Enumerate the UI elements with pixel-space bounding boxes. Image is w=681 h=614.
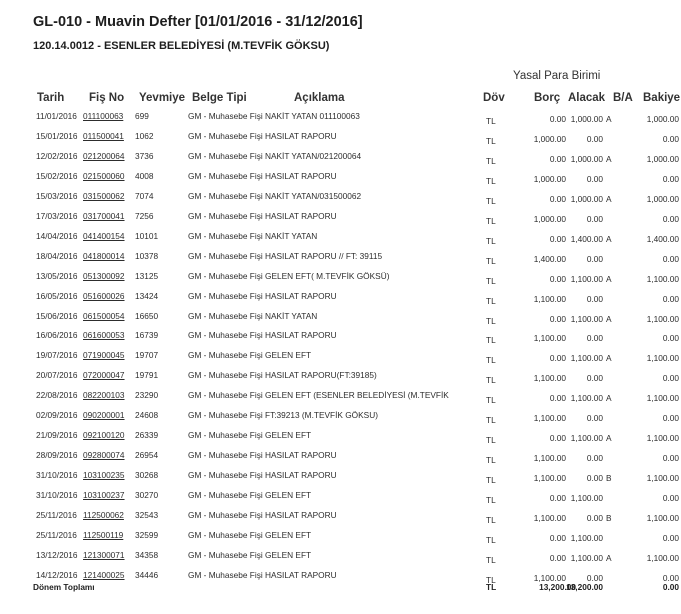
cell-fis-no: 051600026 — [83, 290, 125, 301]
cell-borc: 1,400.00 — [533, 253, 566, 264]
cell-yevmiye: 1062 — [135, 130, 154, 141]
cell-ba: A — [606, 273, 612, 284]
cell-borc: 0.00 — [549, 273, 566, 284]
table-row — [0, 231, 681, 251]
cell-aciklama: GM - Muhasebe Fişi HASILAT RAPORU // FT: 39115 — [188, 250, 383, 261]
cell-aciklama: GM - Muhasebe Fişi GELEN EFT — [188, 430, 312, 441]
cell-aciklama: GM - Muhasebe Fişi HASILAT RAPORU — [188, 450, 337, 461]
header-ba: B/A — [613, 92, 633, 104]
cell-alacak: 0.00 — [586, 513, 603, 523]
cell-alacak: 0.00 — [586, 173, 603, 184]
cell-aciklama: GM - Muhasebe Fişi HASILAT RAPORU — [188, 210, 337, 221]
cell-borc: 1,100.00 — [533, 413, 566, 424]
table-row — [0, 490, 681, 510]
cell-dov: TL — [486, 295, 496, 306]
cell-dov: TL — [486, 534, 496, 545]
header-dov: Döv — [483, 92, 505, 104]
cell-dov: TL — [486, 135, 496, 146]
cell-bakiye: 0.00 — [662, 213, 679, 224]
cell-fis-no: 011500041 — [83, 130, 124, 141]
cell-tarih: 19/07/2016 — [36, 350, 78, 361]
cell-borc: 1,100.00 — [533, 513, 566, 523]
cell-alacak: 1,100.00 — [570, 532, 603, 543]
cell-tarih: 21/09/2016 — [36, 430, 78, 441]
table-row — [0, 530, 681, 550]
cell-yevmiye: 30268 — [135, 470, 159, 481]
cell-aciklama: GM - Muhasebe Fişi HASILAT RAPORU — [188, 170, 337, 181]
cell-aciklama: GM - Muhasebe Fişi HASILAT RAPORU — [188, 290, 337, 301]
cell-bakiye: 1,100.00 — [646, 513, 679, 523]
cell-dov: TL — [486, 255, 496, 266]
cell-aciklama: GM - Muhasebe Fişi NAKİT YATAN/031500062 — [188, 190, 362, 201]
cell-yevmiye: 4008 — [135, 170, 154, 181]
report-title: GL-010 - Muavin Defter [01/01/2016 - 31/12/2016] — [33, 14, 363, 30]
cell-yevmiye: 10101 — [135, 230, 159, 241]
cell-aciklama: GM - Muhasebe Fişi GELEN EFT — [188, 490, 312, 501]
cell-dov: TL — [486, 315, 496, 326]
cell-aciklama: GM - Muhasebe Fişi HASILAT RAPORU — [188, 330, 337, 341]
cell-bakiye: 0.00 — [662, 413, 679, 424]
cell-alacak: 1,100.00 — [570, 273, 603, 284]
table-row — [0, 111, 681, 131]
cell-tarih: 25/11/2016 — [36, 529, 77, 540]
cell-aciklama: GM - Muhasebe Fişi GELEN EFT — [188, 549, 312, 560]
header-bakiye: Bakiye — [643, 92, 681, 104]
cell-yevmiye: 3736 — [135, 150, 154, 161]
cell-alacak: 0.00 — [586, 373, 603, 384]
total-dov: TL — [486, 582, 497, 592]
cell-tarih: 16/06/2016 — [36, 330, 78, 341]
cell-aciklama: GM - Muhasebe Fişi GELEN EFT (ESENLER BELEDİYESİ (M.TEVFİK — [188, 390, 449, 401]
cell-tarih: 15/06/2016 — [36, 310, 78, 321]
cell-yevmiye: 30270 — [135, 490, 159, 501]
cell-aciklama: GM - Muhasebe Fişi GELEN EFT — [188, 529, 312, 540]
cell-bakiye: 1,100.00 — [646, 433, 679, 444]
header-aciklama: Açıklama — [294, 92, 345, 104]
cell-yevmiye: 26339 — [135, 430, 159, 441]
cell-fis-no: 112500119 — [83, 529, 124, 540]
cell-borc: 1,100.00 — [533, 373, 566, 384]
cell-fis-no: 090200001 — [83, 410, 125, 421]
cell-yevmiye: 16650 — [135, 310, 159, 321]
table-row — [0, 191, 681, 211]
cell-bakiye: 1,100.00 — [646, 273, 679, 284]
cell-yevmiye: 13424 — [135, 290, 159, 301]
account-title: 120.14.0012 - ESENLER BELEDİYESİ (M.TEVFİK GÖKSU) — [33, 40, 330, 52]
cell-bakiye: 0.00 — [662, 333, 679, 344]
cell-alacak: 1,000.00 — [570, 193, 603, 204]
cell-tarih: 13/05/2016 — [36, 270, 78, 281]
cell-yevmiye: 32599 — [135, 529, 159, 540]
period-total-row — [0, 582, 681, 602]
cell-borc: 1,100.00 — [533, 473, 566, 484]
cell-bakiye: 0.00 — [662, 173, 679, 184]
cell-bakiye: 1,100.00 — [646, 473, 679, 484]
cell-aciklama: GM - Muhasebe Fişi HASILAT RAPORU — [188, 130, 337, 141]
cell-aciklama: GM - Muhasebe Fişi GELEN EFT( M.TEVFİK GÖKSÜ) — [188, 270, 390, 281]
cell-ba: A — [606, 114, 612, 124]
cell-dov: TL — [486, 495, 496, 506]
cell-borc: 1,100.00 — [533, 293, 566, 304]
cell-alacak: 0.00 — [586, 473, 603, 484]
cell-tarih: 12/02/2016 — [36, 150, 78, 161]
cell-alacak: 0.00 — [586, 453, 603, 464]
cell-alacak: 0.00 — [586, 572, 603, 583]
cell-fis-no: 082200103 — [83, 390, 125, 401]
cell-ba: A — [606, 393, 612, 404]
cell-aciklama: GM - Muhasebe Fişi HASILAT RAPORU(FT:39185) — [188, 370, 377, 381]
cell-bakiye: 0.00 — [662, 572, 679, 583]
cell-borc: 0.00 — [549, 114, 566, 124]
cell-bakiye: 1,000.00 — [646, 193, 679, 204]
cell-fis-no: 072000047 — [83, 370, 125, 381]
cell-yevmiye: 19791 — [135, 370, 159, 381]
cell-alacak: 1,100.00 — [570, 433, 603, 444]
cell-tarih: 17/03/2016 — [36, 210, 78, 221]
cell-aciklama: GM - Muhasebe Fişi HASILAT RAPORU — [188, 569, 337, 580]
cell-bakiye: 1,400.00 — [646, 233, 679, 244]
cell-tarih: 25/11/2016 — [36, 510, 77, 520]
table-row — [0, 211, 681, 231]
cell-dov: TL — [486, 455, 496, 466]
cell-fis-no: 071900045 — [83, 350, 125, 361]
cell-alacak: 1,000.00 — [570, 153, 603, 164]
table-row — [0, 151, 681, 171]
cell-fis-no: 011100063 — [83, 111, 124, 121]
total-label: Dönem Toplamı — [33, 582, 95, 592]
cell-dov: TL — [486, 554, 496, 565]
cell-dov: TL — [486, 155, 496, 166]
cell-alacak: 1,100.00 — [570, 313, 603, 324]
cell-ba: B — [606, 473, 612, 484]
table-row — [0, 271, 681, 291]
cell-tarih: 31/10/2016 — [36, 470, 78, 481]
cell-borc: 0.00 — [549, 532, 566, 543]
cell-bakiye: 0.00 — [662, 493, 679, 504]
cell-yevmiye: 24608 — [135, 410, 159, 421]
cell-dov: TL — [486, 275, 496, 286]
cell-borc: 0.00 — [549, 552, 566, 563]
table-row — [0, 450, 681, 470]
cell-ba: A — [606, 433, 612, 444]
table-row — [0, 430, 681, 450]
table-row — [0, 171, 681, 191]
cell-tarih: 28/09/2016 — [36, 450, 78, 461]
cell-yevmiye: 34358 — [135, 549, 159, 560]
cell-bakiye: 1,000.00 — [646, 153, 679, 164]
cell-tarih: 14/04/2016 — [36, 230, 78, 241]
cell-bakiye: 1,100.00 — [646, 313, 679, 324]
cell-bakiye: 1,100.00 — [646, 552, 679, 563]
cell-bakiye: 0.00 — [662, 532, 679, 543]
cell-fis-no: 061500054 — [83, 310, 125, 321]
cell-borc: 1,100.00 — [533, 572, 566, 583]
cell-bakiye: 1,100.00 — [646, 353, 679, 364]
cell-aciklama: GM - Muhasebe Fişi HASILAT RAPORU — [188, 470, 337, 481]
cell-dov: TL — [486, 235, 496, 246]
cell-alacak: 0.00 — [586, 133, 603, 144]
cell-fis-no: 021500060 — [83, 170, 125, 181]
cell-yevmiye: 32543 — [135, 510, 159, 520]
cell-tarih: 11/01/2016 — [36, 111, 77, 121]
cell-tarih: 22/08/2016 — [36, 390, 78, 401]
cell-borc: 0.00 — [549, 393, 566, 404]
total-borc: 13,200.00 — [539, 582, 576, 592]
cell-bakiye: 1,000.00 — [646, 114, 679, 124]
cell-dov: TL — [486, 515, 496, 525]
cell-aciklama: GM - Muhasebe Fişi GELEN EFT — [188, 350, 312, 361]
cell-yevmiye: 13125 — [135, 270, 159, 281]
cell-borc: 0.00 — [549, 353, 566, 364]
cell-fis-no: 092100120 — [83, 430, 125, 441]
cell-fis-no: 021200064 — [83, 150, 125, 161]
cell-dov: TL — [486, 355, 496, 366]
cell-borc: 1,000.00 — [533, 173, 566, 184]
cell-alacak: 1,400.00 — [570, 233, 603, 244]
cell-dov: TL — [486, 415, 496, 426]
cell-tarih: 13/12/2016 — [36, 549, 78, 560]
cell-dov: TL — [486, 435, 496, 446]
cell-bakiye: 0.00 — [662, 453, 679, 464]
cell-fis-no: 041400154 — [83, 230, 125, 241]
table-row — [0, 311, 681, 331]
cell-borc: 0.00 — [549, 313, 566, 324]
cell-yevmiye: 19707 — [135, 350, 159, 361]
cell-alacak: 1,100.00 — [570, 552, 603, 563]
cell-alacak: 0.00 — [586, 333, 603, 344]
table-row — [0, 410, 681, 430]
cell-bakiye: 0.00 — [662, 253, 679, 264]
table-row — [0, 510, 681, 530]
cell-aciklama: GM - Muhasebe Fişi NAKİT YATAN — [188, 230, 318, 241]
cell-aciklama: GM - Muhasebe Fişi NAKİT YATAN/021200064 — [188, 150, 362, 161]
cell-yevmiye: 7074 — [135, 190, 154, 201]
table-row — [0, 550, 681, 570]
cell-aciklama: GM - Muhasebe Fişi NAKİT YATAN — [188, 310, 318, 321]
cell-ba: B — [606, 513, 612, 523]
cell-fis-no: 092800074 — [83, 450, 125, 461]
cell-yevmiye: 26954 — [135, 450, 159, 461]
cell-ba: A — [606, 193, 612, 204]
cell-alacak: 0.00 — [586, 293, 603, 304]
cell-dov: TL — [486, 574, 496, 585]
table-row — [0, 470, 681, 490]
table-row — [0, 291, 681, 311]
cell-alacak: 0.00 — [586, 253, 603, 264]
cell-bakiye: 0.00 — [662, 133, 679, 144]
cell-yevmiye: 10378 — [135, 250, 159, 261]
cell-bakiye: 0.00 — [662, 293, 679, 304]
cell-fis-no: 041800014 — [83, 250, 125, 261]
cell-alacak: 1,000.00 — [570, 114, 603, 124]
cell-alacak: 1,100.00 — [570, 493, 603, 504]
total-bakiye: 0.00 — [662, 582, 679, 592]
table-row — [0, 131, 681, 151]
cell-ba: A — [606, 313, 612, 324]
table-row — [0, 251, 681, 271]
table-row — [0, 370, 681, 390]
cell-borc: 0.00 — [549, 193, 566, 204]
cell-tarih: 02/09/2016 — [36, 410, 78, 421]
cell-dov: TL — [486, 375, 496, 386]
cell-yevmiye: 7256 — [135, 210, 154, 221]
cell-borc: 1,100.00 — [533, 333, 566, 344]
header-alacak: Alacak — [568, 92, 606, 104]
cell-fis-no: 031700041 — [83, 210, 125, 221]
cell-tarih: 20/07/2016 — [36, 370, 78, 381]
cell-yevmiye: 34446 — [135, 569, 159, 580]
cell-fis-no: 103100237 — [83, 490, 125, 501]
cell-tarih: 15/01/2016 — [36, 130, 78, 141]
cell-alacak: 1,100.00 — [570, 393, 603, 404]
cell-tarih: 18/04/2016 — [36, 250, 78, 261]
cell-dov: TL — [486, 195, 496, 206]
cell-alacak: 0.00 — [586, 213, 603, 224]
header-tarih: Tarih — [37, 92, 65, 104]
cell-yevmiye: 23290 — [135, 390, 159, 401]
header-fis-no: Fiş No — [89, 92, 125, 104]
header-belge-tipi: Belge Tipi — [192, 92, 247, 104]
cell-fis-no: 061600053 — [83, 330, 125, 341]
cell-borc: 0.00 — [549, 233, 566, 244]
header-yevmiye: Yevmiye — [139, 92, 186, 104]
cell-borc: 1,100.00 — [533, 453, 566, 464]
cell-aciklama: GM - Muhasebe Fişi NAKİT YATAN 011100063 — [188, 111, 360, 121]
total-alacak: 13,200.00 — [566, 582, 603, 592]
cell-tarih: 31/10/2016 — [36, 490, 78, 501]
cell-fis-no: 051300092 — [83, 270, 125, 281]
cell-alacak: 0.00 — [586, 413, 603, 424]
cell-borc: 1,000.00 — [533, 133, 566, 144]
cell-tarih: 14/12/2016 — [36, 569, 78, 580]
cell-dov: TL — [486, 335, 496, 346]
cell-ba: A — [606, 153, 612, 164]
cell-tarih: 15/03/2016 — [36, 190, 78, 201]
cell-alacak: 1,100.00 — [570, 353, 603, 364]
cell-fis-no: 031500062 — [83, 190, 125, 201]
cell-fis-no: 103100235 — [83, 470, 125, 481]
table-row — [0, 350, 681, 370]
table-row — [0, 390, 681, 410]
table-row — [0, 330, 681, 350]
cell-bakiye: 1,100.00 — [646, 393, 679, 404]
cell-borc: 0.00 — [549, 433, 566, 444]
cell-tarih: 16/05/2016 — [36, 290, 78, 301]
cell-dov: TL — [486, 475, 496, 486]
cell-yevmiye: 16739 — [135, 330, 159, 341]
cell-ba: A — [606, 552, 612, 563]
cell-ba: A — [606, 233, 612, 244]
cell-dov: TL — [486, 175, 496, 186]
cell-aciklama: GM - Muhasebe Fişi FT:39213 (M.TEVFİK GÖKSU) — [188, 410, 378, 421]
cell-dov: TL — [486, 215, 496, 226]
cell-yevmiye: 699 — [135, 111, 149, 121]
cell-dov: TL — [486, 116, 496, 126]
cell-borc: 1,000.00 — [533, 213, 566, 224]
cell-borc: 0.00 — [549, 493, 566, 504]
cell-fis-no: 112500062 — [83, 510, 124, 520]
cell-ba: A — [606, 353, 612, 364]
cell-fis-no: 121400025 — [83, 569, 125, 580]
cell-dov: TL — [486, 395, 496, 406]
cell-tarih: 15/02/2016 — [36, 170, 78, 181]
header-borc: Borç — [534, 92, 561, 104]
cell-aciklama: GM - Muhasebe Fişi HASILAT RAPORU — [188, 510, 337, 520]
cell-fis-no: 121300071 — [83, 549, 125, 560]
cell-bakiye: 0.00 — [662, 373, 679, 384]
cell-borc: 0.00 — [549, 153, 566, 164]
currency-group-label: Yasal Para Birimi — [513, 70, 601, 82]
